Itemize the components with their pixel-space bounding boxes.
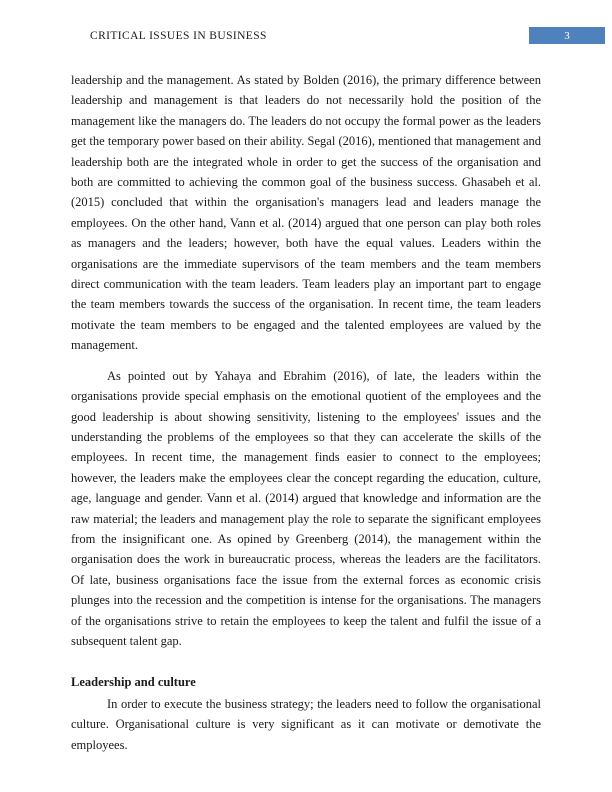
section-heading-leadership-and-culture: Leadership and culture <box>71 675 196 690</box>
paragraph-organisational-culture: In order to execute the business strategy; the leaders need to follow the organisational culture. Organisational culture is very significant as it can motivate or demotivate the employees. <box>71 696 541 752</box>
page-number-badge: 3 <box>529 27 605 44</box>
paragraph-leadership-management: leadership and the management. As stated by Bolden (2016), the primary difference between leadership and management is that leaders do not necessarily hold the position of the management like the managers do. The leaders do not occupy the formal power as the leaders get the temporary power based on their ability. Segal (2016), mentioned that management and leadership both are the integrated whole in order to get the success of the organisation and both are committed to achieving the common goal of the business success. Ghasabeh et al. (2015) concluded that within the organisation's managers lead and leaders manage the employees. On the other hand, Vann et al. (2014) argued that one person can play both roles as managers and the leaders; however, both have the equal values. Leaders within the organisations are the immediate supervisors of the team members and the team members direct communication with the team leaders. Team leaders play an important part to engage the team members towards the success of the organisation. In recent time, the team leaders motivate the team members to be engaged and the talented employees are valued by the management. <box>71 73 541 353</box>
paragraph-emotional-quotient: As pointed out by Yahaya and Ebrahim (2016), of late, the leaders within the organisations provide special emphasis on the emotional quotient of the employees and the good leadership is about showing sensitivity, listening to the employees' issues and the understanding the problems of the employees so that they can accelerate the skills of the employees. In recent time, the management finds easier to connect to the employees; however, the leaders make the employees clear the concept regarding the education, culture, age, language and gender. Vann et al. (2014) argued that knowledge and information are the raw material; the leaders and management play the role to separate the significant employees from the insignificant one. As opined by Greenberg (2014), the management within the organisation does the work in bureaucratic process, whereas the leaders are the facilitators. Of late, business organisations face the issue from the external forces as economic crisis plunges into the recession and the competition is intense for the organisations. The managers of the organisations strive to retain the employees to keep the talent and fulfil the issue of a subsequent talent gap. <box>71 368 541 648</box>
running-head-title: CRITICAL ISSUES IN BUSINESS <box>90 29 267 42</box>
page-header <box>90 27 605 44</box>
document-body <box>71 70 541 765</box>
